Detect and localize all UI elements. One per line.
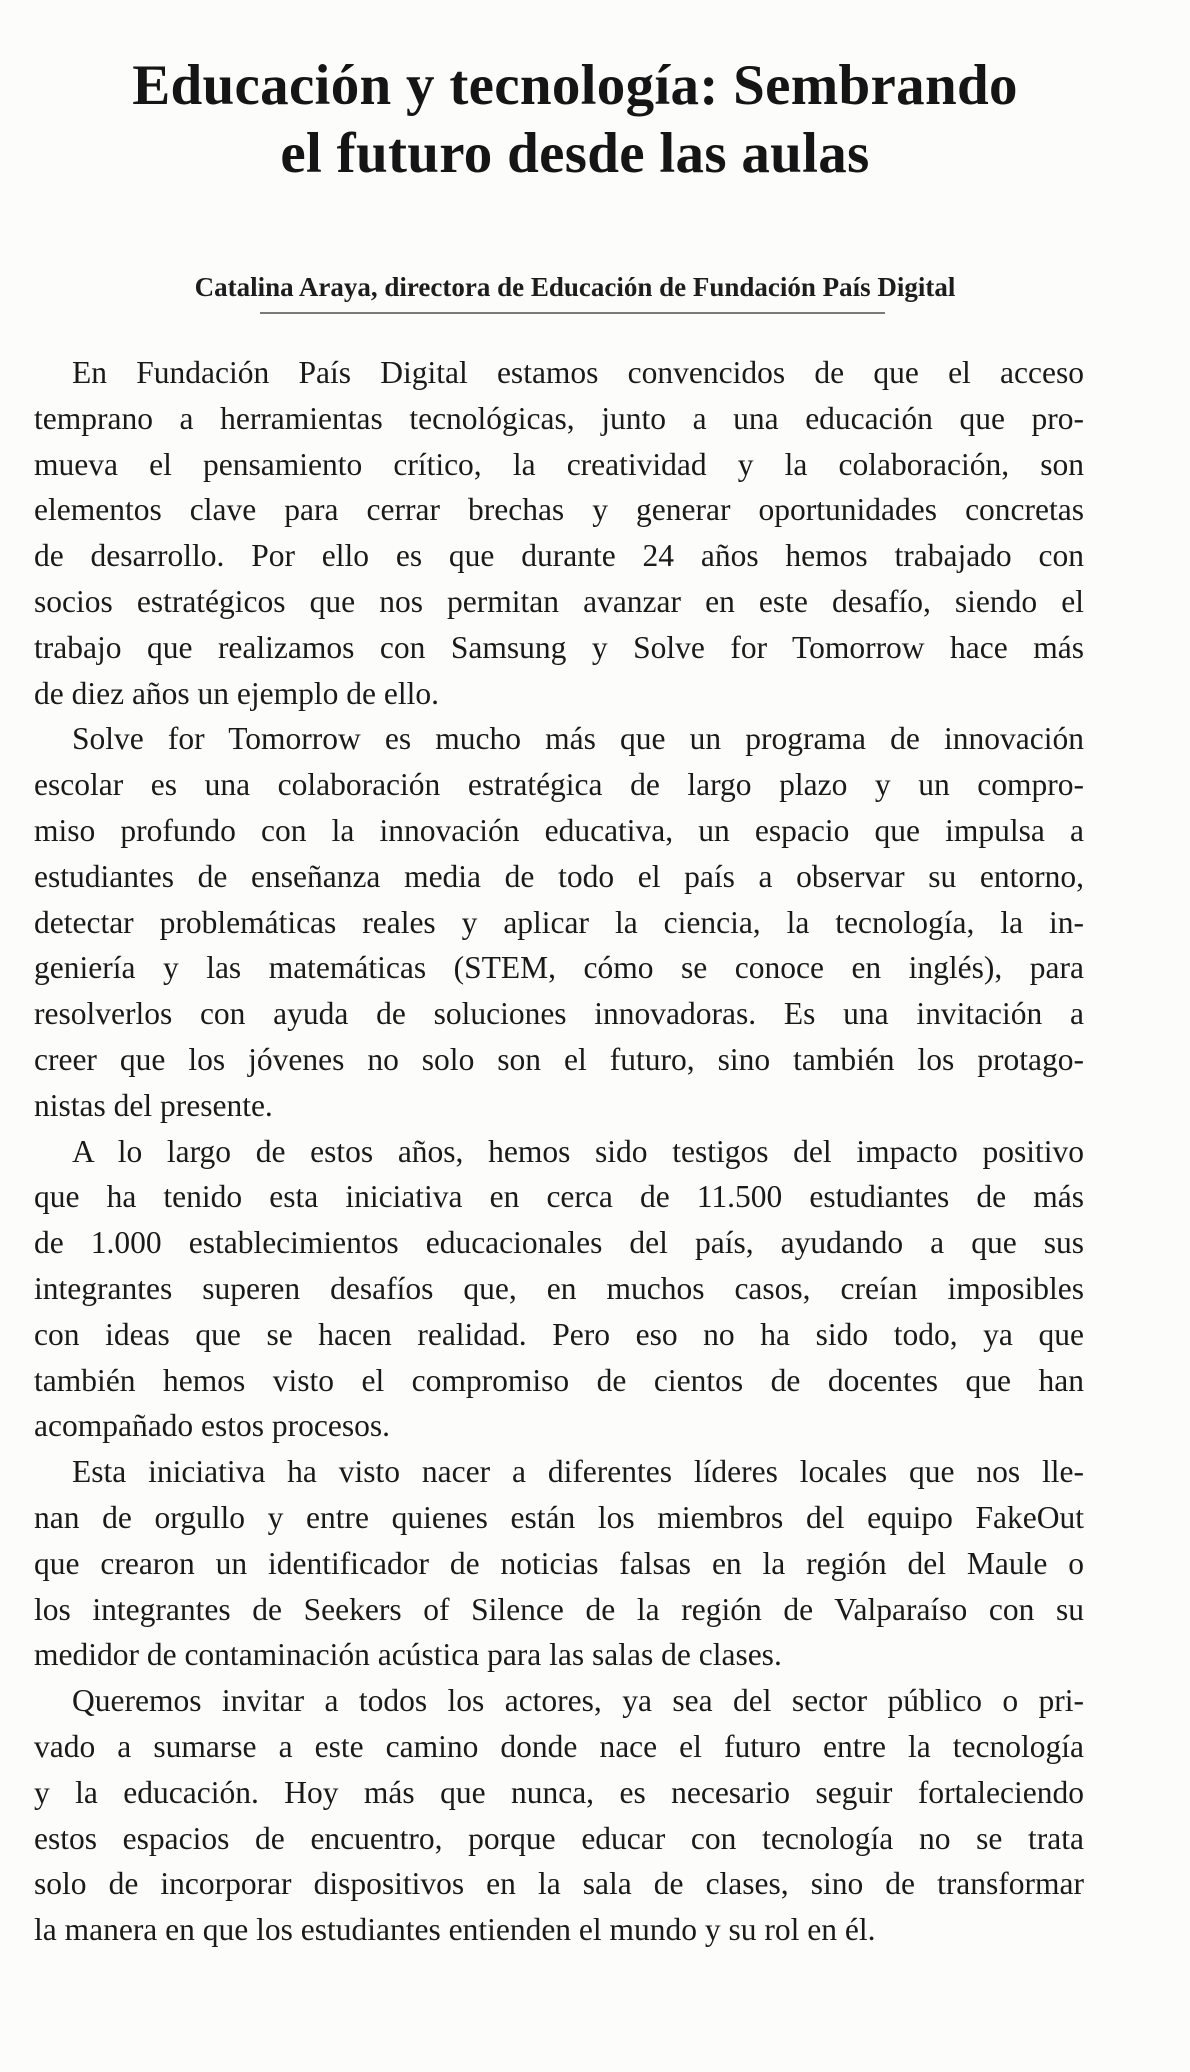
paragraph-line: miso profundo con la innovación educativa, un espacio que impulsa a	[34, 812, 1084, 848]
paragraph-line: y la educación. Hoy más que nunca, es necesario seguir fortaleciendo	[34, 1774, 1084, 1810]
paragraph-line: estos espacios de encuentro, porque educar con tecnología no se trata	[34, 1820, 1084, 1856]
paragraph-line: A lo largo de estos años, hemos sido testigos del impacto positivo	[72, 1133, 1084, 1169]
paragraph-line: solo de incorporar dispositivos en la sala de clases, sino de transformar	[34, 1866, 1084, 1902]
paragraph-line: que ha tenido esta iniciativa en cerca de 11.500 estudiantes de más	[34, 1179, 1084, 1215]
article-paragraph	[34, 1449, 1084, 1678]
paragraph-line: resolverlos con ayuda de soluciones innovadoras. Es una invitación a	[34, 996, 1084, 1032]
paragraph-line: detectar problemáticas reales y aplicar la ciencia, la tecnología, la in-	[34, 904, 1084, 940]
paragraph-line: que crearon un identificador de noticias falsas en la región del Maule o	[34, 1545, 1084, 1581]
paragraph-line: socios estratégicos que nos permitan avanzar en este desafío, siendo el	[34, 583, 1084, 619]
article-paragraph	[34, 716, 1084, 1128]
article-paragraph	[34, 1129, 1084, 1450]
paragraph-line: con ideas que se hacen realidad. Pero eso no ha sido todo, ya que	[34, 1316, 1084, 1352]
paragraph-line: Esta iniciativa ha visto nacer a diferentes líderes locales que nos lle-	[72, 1454, 1084, 1490]
headline-line: el futuro desde las aulas	[280, 122, 870, 185]
paragraph-line: geniería y las matemáticas (STEM, cómo se conoce en inglés), para	[34, 950, 1084, 986]
paragraph-line: de diez años un ejemplo de ello.	[34, 675, 439, 711]
article-paragraph	[34, 1678, 1084, 1953]
article-paragraph	[34, 350, 1084, 716]
paragraph-line: estudiantes de enseñanza media de todo el país a observar su entorno,	[34, 858, 1084, 894]
paragraph-line: nistas del presente.	[34, 1087, 273, 1123]
article-headline	[60, 52, 1090, 188]
paragraph-line: de desarrollo. Por ello es que durante 24 años hemos trabajado con	[34, 538, 1084, 574]
paragraph-line: los integrantes de Seekers of Silence de la región de Valparaíso con su	[34, 1591, 1084, 1627]
paragraph-line: Queremos invitar a todos los actores, ya sea del sector público o pri-	[72, 1683, 1084, 1719]
paragraph-line: integrantes superen desafíos que, en muchos casos, creían imposibles	[34, 1270, 1084, 1306]
article-byline: Catalina Araya, directora de Educación de Fundación País Digital	[194, 272, 956, 302]
headline-line: Educación y tecnología: Sembrando	[132, 54, 1018, 117]
paragraph-line: también hemos visto el compromiso de cientos de docentes que han	[34, 1362, 1084, 1398]
byline-divider	[260, 312, 885, 314]
paragraph-line: elementos clave para cerrar brechas y generar oportunidades concretas	[34, 492, 1084, 528]
paragraph-line: acompañado estos procesos.	[34, 1408, 391, 1444]
paragraph-line: vado a sumarse a este camino donde nace el futuro entre la tecnología	[34, 1728, 1084, 1764]
paragraph-line: escolar es una colaboración estratégica de largo plazo y un compro-	[34, 767, 1084, 803]
article-body	[34, 350, 1084, 1953]
paragraph-line: creer que los jóvenes no solo son el futuro, sino también los protago-	[34, 1041, 1084, 1077]
paragraph-line: Solve for Tomorrow es mucho más que un programa de innovación	[72, 721, 1084, 757]
paragraph-line: de 1.000 establecimientos educacionales del país, ayudando a que sus	[34, 1225, 1084, 1261]
paragraph-line: mueva el pensamiento crítico, la creatividad y la colaboración, son	[34, 446, 1084, 482]
paragraph-line: nan de orgullo y entre quienes están los miembros del equipo FakeOut	[34, 1499, 1084, 1535]
paragraph-line: la manera en que los estudiantes entienden el mundo y su rol en él.	[34, 1912, 876, 1948]
paragraph-line: medidor de contaminación acústica para las salas de clases.	[34, 1637, 782, 1673]
paragraph-line: temprano a herramientas tecnológicas, junto a una educación que pro-	[34, 400, 1084, 436]
paragraph-line: En Fundación País Digital estamos convencidos de que el acceso	[72, 355, 1084, 390]
paragraph-line: trabajo que realizamos con Samsung y Solve for Tomorrow hace más	[34, 629, 1084, 665]
